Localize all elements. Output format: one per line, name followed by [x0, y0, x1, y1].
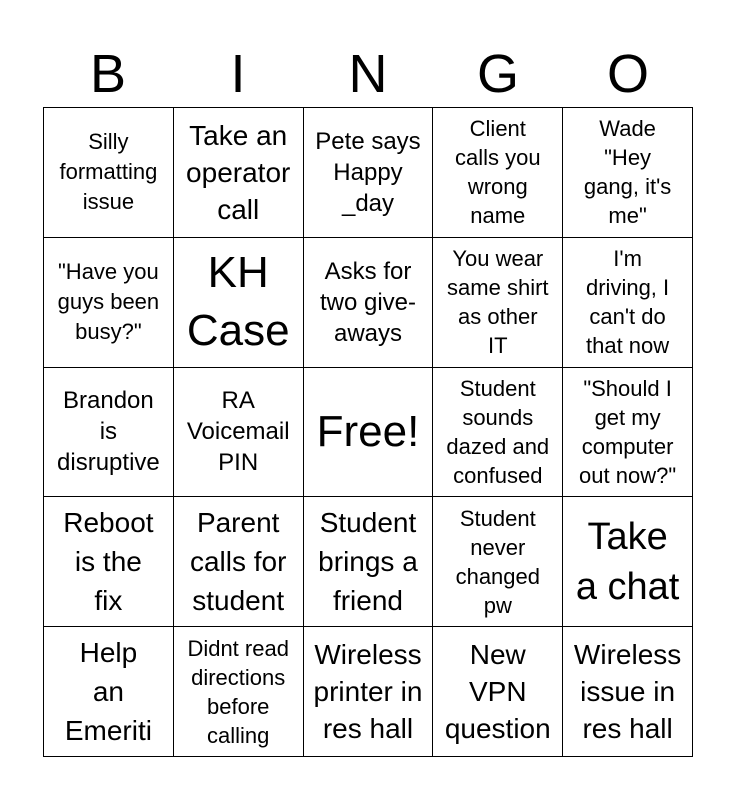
- bingo-cell-text: Didnt read directions before calling: [187, 635, 289, 748]
- bingo-cell-text: Student sounds dazed and confused: [446, 375, 550, 488]
- bingo-cell[interactable]: [174, 108, 304, 238]
- bingo-cell-text: Wireless printer in res hall: [313, 639, 423, 745]
- bingo-board: [43, 107, 693, 757]
- bingo-cell-text: Free!: [316, 406, 420, 456]
- bingo-cell-text: Pete says Happy _day: [315, 127, 421, 217]
- bingo-cell[interactable]: [304, 368, 434, 498]
- bingo-cell[interactable]: [174, 627, 304, 757]
- bingo-cell[interactable]: [433, 108, 563, 238]
- bingo-cell[interactable]: [174, 238, 304, 368]
- bingo-cell-text: Student brings a friend: [318, 507, 418, 617]
- header-letter-g: G: [476, 44, 519, 104]
- bingo-cell[interactable]: [44, 238, 174, 368]
- bingo-cell-text: Help an Emeriti: [64, 637, 152, 747]
- bingo-cell[interactable]: [304, 627, 434, 757]
- bingo-cell-text: KH Case: [186, 248, 290, 356]
- bingo-cell-text: Student never changed pw: [455, 505, 540, 618]
- bingo-cell-text: Parent calls for student: [189, 507, 287, 617]
- header-letter-o: O: [606, 44, 649, 104]
- bingo-cell-text: New VPN question: [444, 639, 551, 745]
- bingo-cell[interactable]: [433, 238, 563, 368]
- bingo-cell[interactable]: [44, 497, 174, 627]
- bingo-cell-text: Silly formatting issue: [59, 129, 158, 215]
- bingo-cell-text: Asks for two give- aways: [319, 257, 417, 347]
- bingo-cell-text: Reboot is the fix: [63, 507, 154, 617]
- bingo-cell[interactable]: [433, 627, 563, 757]
- bingo-cell[interactable]: [304, 108, 434, 238]
- bingo-cell-text: "Should I get my computer out now?": [579, 375, 677, 488]
- bingo-header: [43, 44, 693, 104]
- bingo-cell[interactable]: [563, 497, 693, 627]
- bingo-cell[interactable]: [433, 497, 563, 627]
- header-letter-b: B: [89, 44, 127, 104]
- bingo-cell[interactable]: [563, 238, 693, 368]
- bingo-cell-text: "Have you guys been busy?": [57, 259, 160, 345]
- bingo-cell-text: I'm driving, I can't do that now: [586, 246, 670, 359]
- bingo-cell-text: RA Voicemail PIN: [186, 387, 290, 477]
- bingo-cell-text: Client calls you wrong name: [454, 116, 541, 229]
- bingo-cell[interactable]: [44, 627, 174, 757]
- bingo-cell-text: You wear same shirt as other IT: [447, 246, 549, 359]
- bingo-cell[interactable]: [433, 368, 563, 498]
- bingo-cell[interactable]: [563, 627, 693, 757]
- header-letter-n: N: [348, 44, 388, 104]
- bingo-cell[interactable]: [563, 108, 693, 238]
- bingo-cell[interactable]: [44, 108, 174, 238]
- bingo-cell-text: Take an operator call: [186, 119, 291, 225]
- bingo-cell-text: Brandon is disruptive: [57, 387, 160, 477]
- bingo-cell-text: Wade "Hey gang, it's me": [583, 116, 672, 229]
- bingo-cell-text: Wireless issue in res hall: [573, 639, 682, 745]
- bingo-cell[interactable]: [44, 368, 174, 498]
- bingo-cell[interactable]: [304, 497, 434, 627]
- header-letter-i: I: [230, 44, 246, 104]
- bingo-cell[interactable]: [174, 368, 304, 498]
- bingo-cell-text: Take a chat: [575, 515, 680, 608]
- bingo-cell[interactable]: [563, 368, 693, 498]
- bingo-cell[interactable]: [304, 238, 434, 368]
- bingo-cell[interactable]: [174, 497, 304, 627]
